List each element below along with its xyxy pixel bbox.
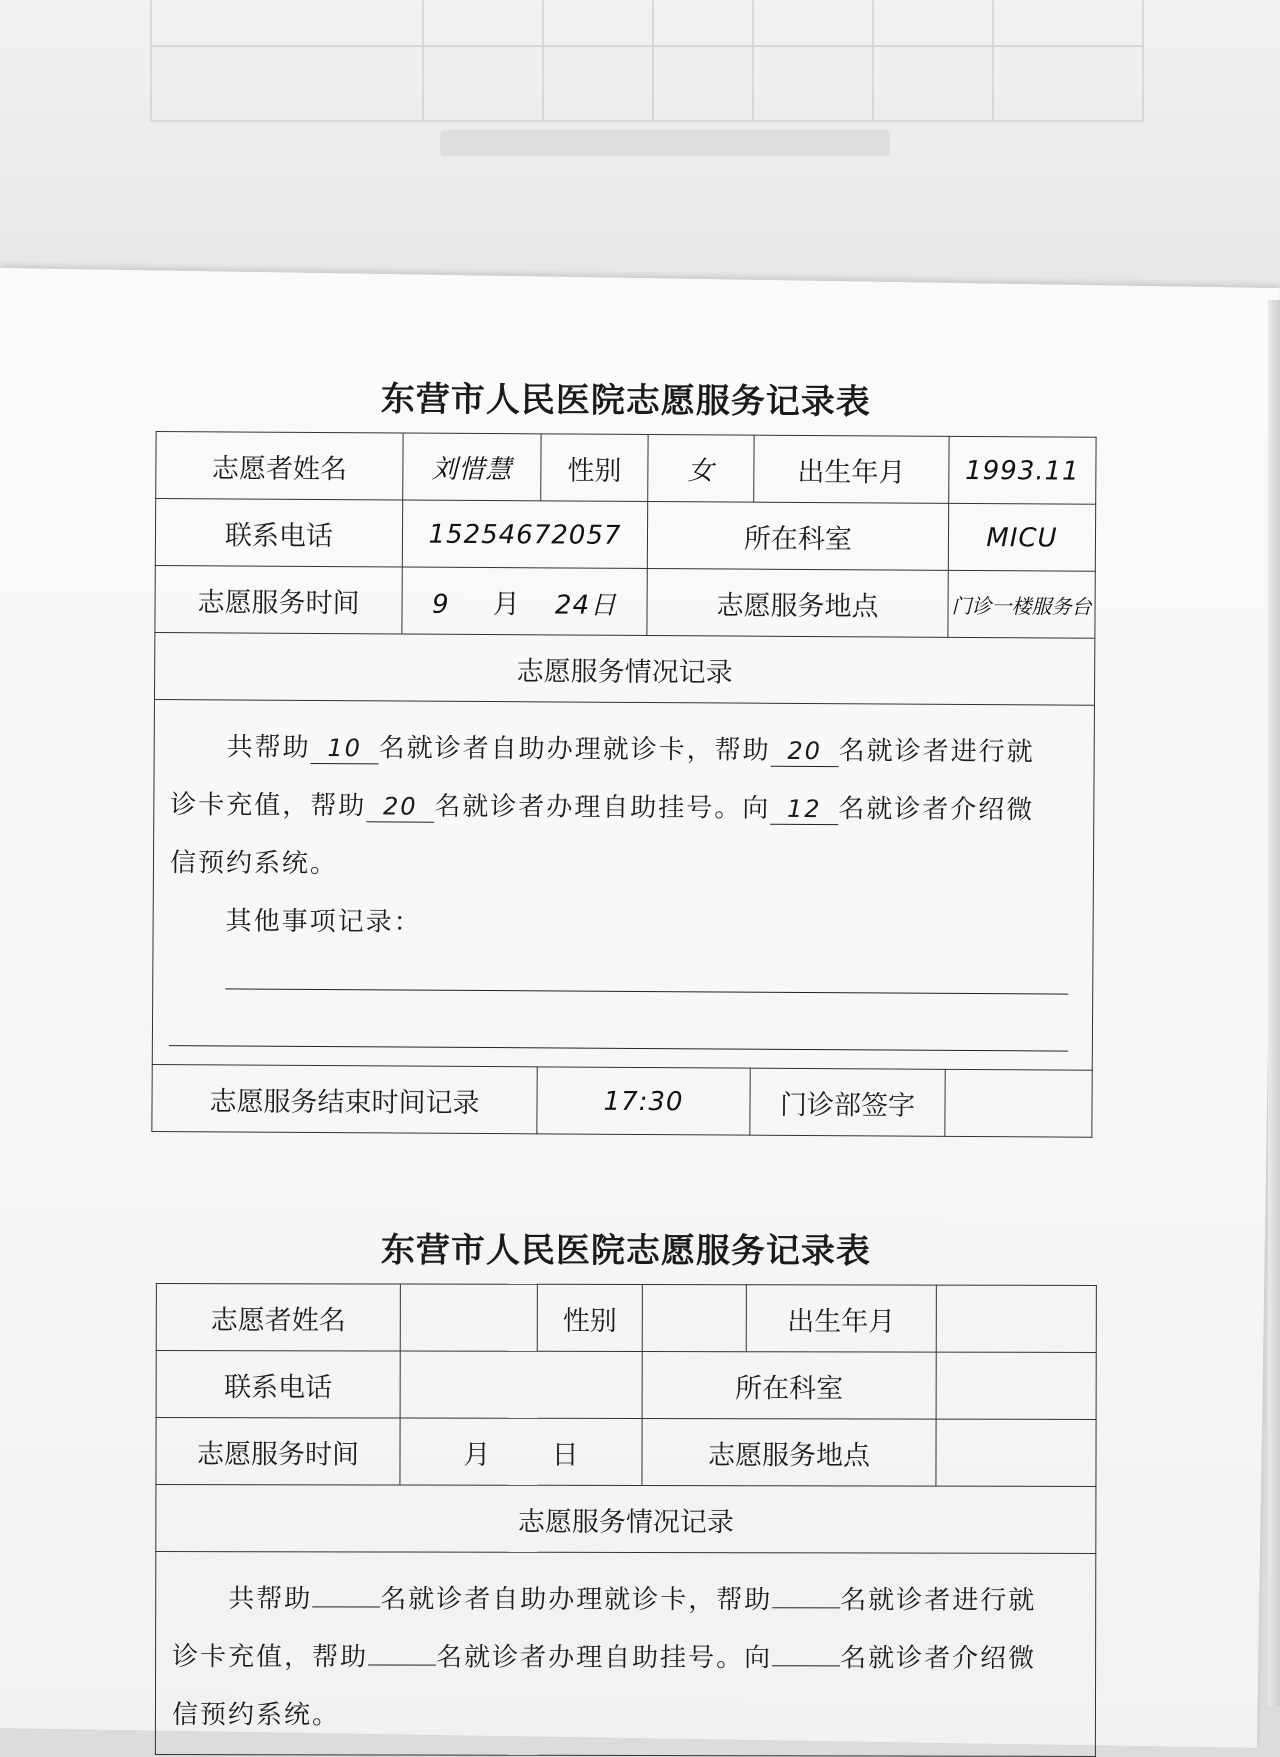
faint-table-bleed — [150, 0, 1144, 122]
field-phone-2[interactable] — [400, 1351, 642, 1419]
field-signature[interactable] — [945, 1069, 1092, 1137]
month-label: 月 — [492, 588, 520, 620]
field-name[interactable] — [403, 433, 541, 501]
form-title: 东营市人民医院志愿服务记录表 — [380, 379, 871, 423]
field-birth-2[interactable] — [936, 1285, 1096, 1352]
field-name-2[interactable] — [400, 1284, 537, 1351]
record-body-2 — [155, 1552, 1095, 1757]
value-gender: 女 — [687, 455, 715, 486]
field-gender[interactable] — [648, 435, 754, 503]
label-birth-2: 出生年月 — [746, 1285, 936, 1352]
value-phone: 15254672057 — [428, 519, 622, 551]
field-service-place-2[interactable] — [936, 1419, 1096, 1486]
record-line-1-2: 共帮助 名就诊者自助办理就诊卡，帮助 名就诊者进行就 — [228, 1584, 1037, 1616]
record-line-1: 共帮助 10 名就诊者自助办理就诊卡，帮助 20 名就诊者进行就 — [226, 732, 1035, 768]
field-department[interactable] — [948, 503, 1095, 571]
row-section-head — [154, 632, 1094, 705]
field-gender-2[interactable] — [642, 1285, 746, 1352]
row-contact-2 — [156, 1351, 1096, 1420]
row-end — [152, 1064, 1092, 1137]
label-name: 志愿者姓名 — [156, 432, 403, 501]
row-service-2 — [156, 1418, 1096, 1487]
other-label: 其他事项记录： — [225, 906, 422, 938]
record-form-filled — [151, 370, 1097, 1138]
record-line-3-2: 信预约系统。 — [171, 1700, 341, 1731]
record-form-blank — [155, 1222, 1097, 1757]
label-end-time: 志愿服务结束时间记录 — [152, 1064, 537, 1133]
value-birth: 1993.11 — [965, 455, 1080, 487]
blank-recharge-count-2[interactable] — [772, 1607, 840, 1608]
label-signature: 门诊部签字 — [750, 1068, 945, 1136]
row-record-body-2 — [155, 1552, 1095, 1757]
blank-card-count[interactable]: 10 — [311, 733, 379, 764]
row-section-head-2 — [156, 1485, 1096, 1554]
label-service-place: 志愿服务地点 — [647, 569, 948, 638]
label-service-place-2: 志愿服务地点 — [642, 1419, 936, 1487]
field-phone[interactable] — [402, 500, 647, 568]
value-month: 9 — [431, 589, 450, 620]
paper-edge — [1268, 300, 1280, 1706]
record-table — [151, 431, 1096, 1138]
other-notes-line-1[interactable] — [225, 988, 1068, 994]
faint-title-bleed — [440, 130, 890, 156]
field-end-time[interactable] — [537, 1067, 750, 1135]
row-contact — [155, 499, 1095, 572]
blank-register-count-2[interactable] — [368, 1664, 436, 1665]
background-sheet — [0, 0, 1280, 300]
field-service-time[interactable] — [402, 567, 647, 635]
month-label-2: 月 — [463, 1439, 491, 1471]
value-day: 24日 — [554, 589, 618, 621]
label-phone: 联系电话 — [155, 499, 402, 568]
record-body — [152, 699, 1094, 1070]
field-service-place[interactable] — [948, 570, 1095, 638]
section-heading-2: 志愿服务情况记录 — [156, 1485, 1096, 1554]
record-line-2: 诊卡充值，帮助 20 名就诊者办理自助挂号。向 12 名就诊者介绍微 — [170, 790, 1035, 826]
record-line-3: 信预约系统。 — [169, 848, 339, 880]
label-department-2: 所在科室 — [642, 1352, 936, 1420]
label-service-time-2: 志愿服务时间 — [156, 1418, 400, 1486]
field-department-2[interactable] — [936, 1352, 1096, 1419]
other-notes-line-2[interactable] — [169, 1045, 1068, 1051]
row-record-body — [152, 699, 1094, 1070]
label-name-2: 志愿者姓名 — [156, 1284, 400, 1352]
blank-recharge-count[interactable]: 20 — [771, 736, 839, 767]
value-end-time: 17:30 — [603, 1086, 684, 1117]
label-service-time: 志愿服务时间 — [155, 565, 402, 634]
blank-register-count[interactable]: 20 — [366, 791, 434, 822]
day-label-2: 日 — [551, 1439, 579, 1471]
blank-wechat-count-2[interactable] — [772, 1665, 840, 1666]
record-line-2-2: 诊卡充值，帮助 名就诊者办理自助挂号。向 名就诊者介绍微 — [172, 1642, 1037, 1674]
value-place: 门诊一楼服务台 — [951, 593, 1092, 619]
value-name: 刘惜慧 — [431, 454, 513, 485]
label-phone-2: 联系电话 — [156, 1351, 400, 1419]
row-service — [155, 565, 1095, 638]
row-identity — [156, 432, 1096, 505]
row-identity-2 — [156, 1284, 1096, 1353]
label-birth: 出生年月 — [754, 435, 949, 503]
form-title-2: 东营市人民医院志愿服务记录表 — [380, 1230, 871, 1272]
record-table-2 — [155, 1283, 1097, 1757]
label-gender: 性别 — [541, 434, 648, 502]
label-department: 所在科室 — [647, 502, 948, 571]
field-birth[interactable] — [949, 436, 1096, 504]
blank-card-count-2[interactable] — [312, 1606, 380, 1607]
blank-wechat-count[interactable]: 12 — [770, 794, 838, 825]
field-service-time-2[interactable] — [400, 1418, 642, 1486]
label-gender-2: 性别 — [537, 1284, 642, 1351]
value-department: MICU — [986, 522, 1058, 554]
section-heading: 志愿服务情况记录 — [154, 632, 1094, 705]
